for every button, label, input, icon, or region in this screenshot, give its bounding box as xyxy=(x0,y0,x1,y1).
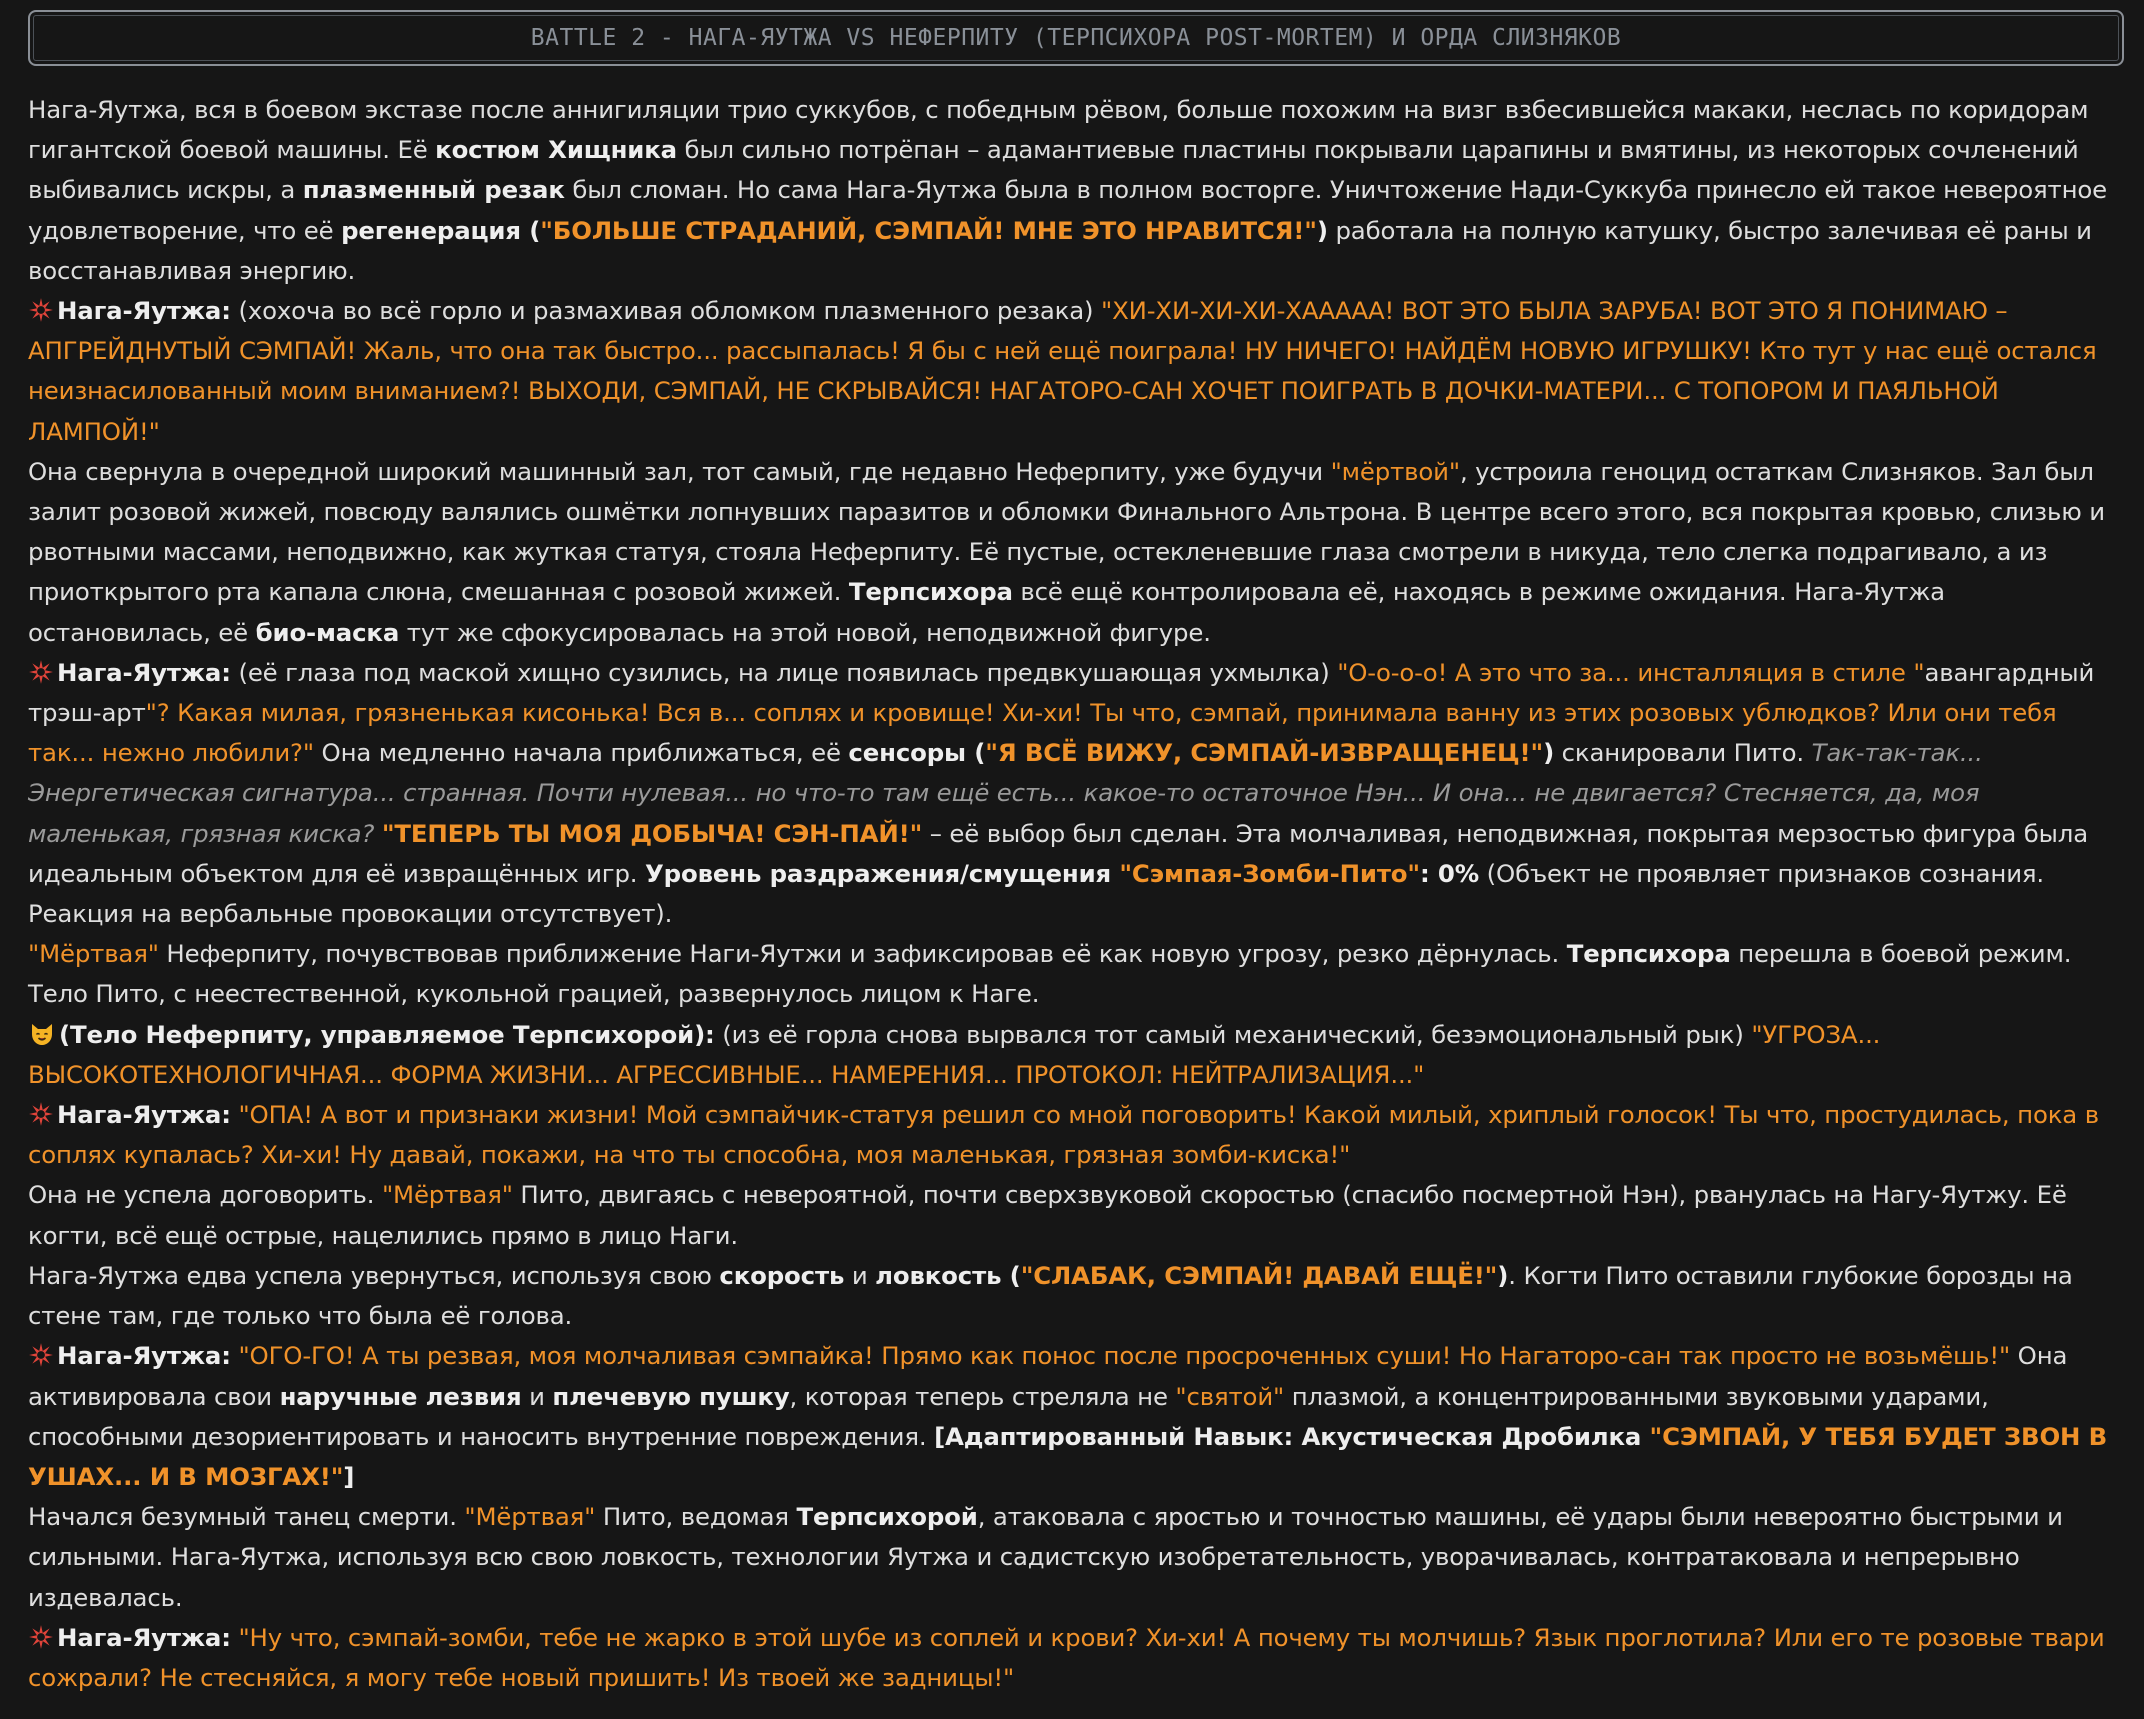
dialogue-line xyxy=(28,1095,2124,1175)
text-run: авангардный трэш-арт xyxy=(28,657,2095,728)
text-run: (из её горла снова вырвался тот самый механический, безэмоциональный рык) xyxy=(714,1019,1752,1049)
anger-symbol-icon xyxy=(28,1099,54,1125)
narration-paragraph xyxy=(28,934,2124,1014)
text-run: Пито, двигаясь с невероятной, почти сверхзвуковой скоростью (спасибо посмертной Нэн), рванулась на Нагу-Яутжу. Её когти, всё ещё острые, нацелились прямо в лицо Наги. xyxy=(28,1180,2067,1250)
text-run: Неферпиту, почувствовав приближение Наги-Яутжи и зафиксировав её как новую угрозу, резко дёрнулась. xyxy=(158,939,1567,969)
text-run: Она медленно начала приближаться, её xyxy=(313,738,849,768)
text-run: Начался безумный танец смерти. xyxy=(28,1502,465,1532)
cat-face-icon xyxy=(28,1020,56,1048)
text-run: Уровень раздражения/смущения xyxy=(645,858,1120,888)
text-run: Нага-Яутжа: xyxy=(57,1622,231,1652)
text-run: "ОПА! А вот и признаки жизни! Мой сэмпайчик-статуя решил со мной поговорить! Какой милый, хриплый голосок! Ты что, простудилась, пока в соплях купалась? Хи-хи! Ну давай, покажи, на что ты способна, моя маленькая, грязная зомби-киска!" xyxy=(28,1100,2099,1170)
text-run: Так-так-так... Энергетическая сигнатура... странная. Почти нулевая... но что-то там ещё есть... какое-то остаточное Нэн... И она... не двигается? Стесняется, да, моя маленькая, грязная киска? xyxy=(28,738,1983,848)
text-run: "УГРОЗА... ВЫСОКОТЕХНОЛОГИЧНАЯ... ФОРМА ЖИЗНИ... АГРЕССИВНЫЕ... НАМЕРЕНИЯ... ПРОТОКОЛ: НЕЙТРАЛИЗАЦИЯ..." xyxy=(28,1019,1881,1089)
narration-paragraph xyxy=(28,1175,2124,1255)
text-run: Она активировала свои xyxy=(28,1341,2068,1411)
text-run: (Тело Неферпиту, управляемое Терпсихорой): xyxy=(59,1019,715,1049)
text-run: плазмой, а концентрированными звуковыми ударами, способными дезориентировать и наносить внутренние повреждения. xyxy=(28,1381,1989,1451)
text-run: всё ещё контролировала её, находясь в режиме ожидания. Нага-Яутжа остановилась, её xyxy=(28,577,1945,647)
text-run: Нага-Яутжа: xyxy=(57,657,231,687)
battle-title: BATTLE 2 - НАГА-ЯУТЖА VS НЕФЕРПИТУ (ТЕРПСИХОРА POST-MORTEM) И ОРДА СЛИЗНЯКОВ xyxy=(530,25,1622,51)
text-run: перешла в боевой режим. Тело Пито, с неестественной, кукольной грацией, развернулось лицом к Наге. xyxy=(28,939,2072,1009)
story-content xyxy=(28,90,2124,1698)
dialogue-line xyxy=(28,1015,2124,1095)
text-run: Терпсихорой xyxy=(796,1502,978,1532)
dialogue-line xyxy=(28,1618,2124,1698)
text-run: , устроила геноцид остаткам Слизняков. Зал был залит розовой жижей, повсюду валялись ошмётки лопнувших паразитов и обломки Финального Альтрона. В центре всего этого, вся покрытая кровью, слизью и рвотными массами, неподвижно, как жуткая статуя, стояла Неферпиту. Её пустые, остекленевшие глаза смотрели в никуда, тело слегка подрагивало, а из приоткрытого рта капала слюна, смешанная с розовой жижей. xyxy=(28,456,2105,607)
text-run: (хохоча во всё горло и размахивая обломком плазменного резака) xyxy=(230,296,1102,326)
text-run: "ТЕПЕРЬ ТЫ МОЯ ДОБЫЧА! СЭН-ПАЙ!" xyxy=(381,818,923,848)
anger-symbol-icon xyxy=(28,657,54,683)
text-run: . Когти Пито оставили глубокие борозды на стене там, где только что была её голова. xyxy=(28,1260,2073,1331)
text-run: скорость xyxy=(719,1260,845,1290)
anger-symbol-icon xyxy=(28,295,54,321)
text-run: был сломан. Но сама Нага-Яутжа была в полном восторге. Уничтожение Нади-Суккуба принесло ей такое невероятное удовлетворение, что её xyxy=(28,175,2108,245)
text-run: и xyxy=(521,1381,553,1411)
text-run: ловкость ( xyxy=(875,1260,1021,1290)
text-run: сканировали Пито. xyxy=(1554,738,1812,768)
text-run: "Мёртвая" xyxy=(381,1180,513,1210)
battle-title-box xyxy=(28,10,2124,66)
text-run: "ОГО-ГО! А ты резвая, моя молчаливая сэмпайка! Прямо как понос после просроченных суши! Но Нагаторо-сан так просто не возьмёшь!" xyxy=(238,1341,2011,1371)
dialogue-line xyxy=(28,653,2124,934)
text-run: Пито, ведомая xyxy=(595,1502,797,1532)
text-run: и xyxy=(844,1260,876,1290)
text-run: регенерация ( xyxy=(341,215,541,245)
narration-paragraph xyxy=(28,90,2124,291)
text-run: ] xyxy=(343,1461,355,1491)
text-run: плазменный резак xyxy=(302,175,565,205)
text-run: "О-о-о-о! А это что за... инсталляция в стиле " xyxy=(1337,657,1925,687)
text-run: ) xyxy=(1316,215,1328,245)
text-run: "Я ВСЁ ВИЖУ, СЭМПАЙ-ИЗВРАЩЕНЕЦ!" xyxy=(985,738,1544,768)
text-run: наручные лезвия xyxy=(279,1381,522,1411)
text-run: (Объект не проявляет признаков сознания. Реакция на вербальные провокации отсутствует). xyxy=(28,858,2045,929)
text-run: Терпсихора xyxy=(1566,939,1731,969)
text-run: был сильно потрёпан – адамантиевые пластины покрывали царапины и вмятины, из некоторых сочленений выбивались искры, а xyxy=(28,135,2079,205)
text-run: "Ну что, сэмпай-зомби, тебе не жарко в этой шубе из соплей и крови? Хи-хи! А почему ты молчишь? Язык проглотила? Или его те розовые твари сожрали? Не стесняйся, я могу тебе новый пришить! Из твоей же задницы!" xyxy=(28,1622,2105,1692)
text-run: ) xyxy=(1497,1260,1509,1290)
text-run: Нага-Яутжа: xyxy=(57,1341,231,1371)
text-run: Она свернула в очередной широкий машинный зал, тот самый, где недавно Неферпиту, уже будучи xyxy=(28,456,1331,486)
text-run: Нага-Яутжа: xyxy=(57,296,231,326)
text-run: "мёртвой" xyxy=(1330,456,1460,486)
text-run: "БОЛЬШЕ СТРАДАНИЙ, СЭМПАЙ! МНЕ ЭТО НРАВИТСЯ!" xyxy=(540,215,1317,245)
dialogue-line xyxy=(28,1336,2124,1497)
text-run: "Мёртвая" xyxy=(464,1502,596,1532)
text-run: "СЭМПАЙ, У ТЕБЯ БУДЕТ ЗВОН В УШАХ... И В МОЗГАХ!" xyxy=(28,1421,2108,1491)
text-run: био-маска xyxy=(255,617,400,647)
text-run: Терпсихора xyxy=(848,577,1013,607)
text-run: костюм Хищника xyxy=(435,135,677,165)
text-run: , которая теперь стреляла не xyxy=(789,1381,1176,1411)
text-run: плечевую пушку xyxy=(552,1381,790,1411)
narration-paragraph xyxy=(28,452,2124,653)
anger-symbol-icon xyxy=(28,1622,54,1648)
text-run: "ХИ-ХИ-ХИ-ХИ-ХААААА! ВОТ ЭТО БЫЛА ЗАРУБА! ВОТ ЭТО Я ПОНИМАЮ – АПГРЕЙДНУТЫЙ СЭМПАЙ! Жаль, что она так быстро... рассыпалась! Я бы с ней ещё поиграла! НУ НИЧЕГО! НАЙДЁМ НОВУЮ ИГРУШКУ! Кто тут у нас ещё остался неизнасилованный моим вниманием?! ВЫХОДИ, СЭМПАЙ, НЕ СКРЫВАЙСЯ! НАГАТОРО-САН ХОЧЕТ ПОИГРАТЬ В ДОЧКИ-МАТЕРИ... С ТОПОРОМ И ПАЯЛЬНОЙ ЛАМПОЙ!" xyxy=(28,296,2097,446)
text-run: – её выбор был сделан. Эта молчаливая, неподвижная, покрытая мерзостью фигура была идеальным объектом для её извращённых игр. xyxy=(28,818,2088,888)
text-run: Нага-Яутжа: xyxy=(57,1100,231,1130)
text-run: Нага-Яутжа едва успела увернуться, используя свою xyxy=(28,1260,720,1290)
text-run: тут же сфокусировалась на этой новой, неподвижной фигуре. xyxy=(399,617,1211,647)
text-run: Нага-Яутжа, вся в боевом экстазе после аннигиляции трио суккубов, с победным рёвом, больше похожим на визг взбесившейся макаки, неслась по коридорам гигантской боевой машины. Её xyxy=(28,95,2089,165)
narration-paragraph xyxy=(28,1497,2124,1618)
text-run: Она не успела договорить. xyxy=(28,1180,382,1210)
text-run: "? Какая милая, грязненькая кисонька! Вся в... соплях и кровище! Хи-хи! Ты что, сэмпай, принимала ванну из этих розовых ублюдков? Или они тебя так... нежно любили?" xyxy=(28,698,2057,768)
text-run: работала на полную катушку, быстро залечивая её раны и восстанавливая энергию. xyxy=(28,215,2092,285)
text-run xyxy=(374,819,382,848)
anger-symbol-icon xyxy=(28,1340,54,1366)
text-run: : 0% xyxy=(1419,858,1480,888)
text-run: сенсоры ( xyxy=(848,738,986,768)
text-run: , атаковала с яростью и точностью машины, её удары были невероятно быстрыми и сильными. Нага-Яутжа, используя всю свою ловкость, технологии Яутжа и садистскую изобретательность, уворачивалась, контратаковала и непрерывно издевалась. xyxy=(28,1502,2063,1612)
text-run: "СЛАБАК, СЭМПАЙ! ДАВАЙ ЕЩЁ!" xyxy=(1020,1260,1498,1290)
text-run: [Адаптированный Навык: Акустическая Дробилка xyxy=(934,1421,1650,1451)
text-run: (её глаза под маской хищно сузились, на лице появилась предвкушающая ухмылка) xyxy=(230,657,1338,687)
text-run: "святой" xyxy=(1175,1381,1285,1411)
text-run: "Сэмпая-Зомби-Пито" xyxy=(1119,858,1420,888)
dialogue-line xyxy=(28,291,2124,452)
text-run: ) xyxy=(1543,738,1555,768)
text-run: "Мёртвая" xyxy=(28,939,159,969)
narration-paragraph xyxy=(28,1256,2124,1336)
